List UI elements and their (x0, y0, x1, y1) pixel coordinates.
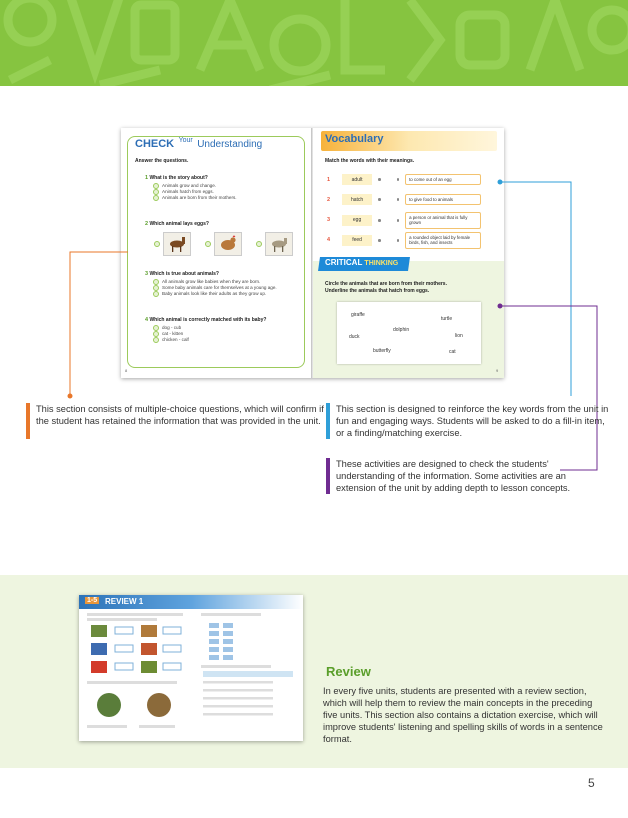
critical-thinking-label: CRITICAL THINKING (325, 258, 399, 267)
vocab-instruction: Match the words with their meanings. (325, 158, 415, 164)
review-title: Review (326, 664, 371, 679)
word-item[interactable]: dolphin (393, 327, 410, 333)
word-item[interactable]: duck (349, 334, 360, 340)
question-2: 2 Which animal lays eggs? (145, 221, 209, 227)
vocab-callout-bar (326, 403, 330, 439)
review-page-thumbnail (79, 595, 303, 741)
page-number: 5 (588, 776, 595, 790)
critical-connector-line (500, 306, 597, 470)
vocab-word: hatch (342, 194, 372, 205)
vocab-definition: a rounded object laid by female birds, fish, and insects (405, 232, 481, 249)
ct-instruction-2: Underline the animals that hatch from eggs. (325, 288, 430, 294)
review-header (79, 595, 303, 609)
question-3: 3 Which is true about animals? All animals grow like babies when they are born. Some baby animals care for themselves at a young age. Baby animals look like their adults as they grow up. (145, 271, 277, 296)
vocab-connector-line (500, 182, 571, 396)
title-check: CHECK (135, 138, 175, 150)
question-1: 1 What is the story about? Animals grow and change. Animals hatch from eggs. Animals are born from their mothers. (145, 175, 237, 200)
word-item[interactable]: lion (455, 333, 463, 339)
page-number-right: 9 (496, 368, 499, 373)
vocab-word: adult (342, 174, 372, 185)
vocab-definition: to give food to animals (405, 194, 481, 205)
vocab-callout-text: This section is designed to reinforce the key words from the unit in fun and engaging ways. Students will be asked to do a fill-in item, or a finding/matching exercise. (336, 404, 609, 438)
title-understanding: Understanding (197, 139, 263, 150)
check-callout-text: This section consists of multiple-choice questions, which will confirm if the student has retained the information that was provided in the unit. (36, 404, 324, 426)
vocab-row-4: 4 feed a rounded object laid by female birds, fish, and insects (327, 232, 481, 249)
check-instruction: Answer the questions. (135, 158, 189, 164)
review-thumb-title: REVIEW 1 (105, 597, 144, 606)
vocab-row-3: 3 egg a person or animal that is fully grown (327, 212, 481, 229)
check-connector-dot (68, 394, 73, 399)
review-exercises-illustration (79, 609, 303, 741)
vocab-word: egg (342, 215, 372, 226)
critical-callout-text: These activities are designed to check the students' understanding of the information. Some activities are an extension of the unit by adding depth to lesson concepts. (336, 459, 571, 493)
question-4: 4 Which animal is correctly matched with its baby? dog - cub cat - kitten chicken - calf (145, 317, 267, 342)
word-item[interactable]: giraffe (351, 312, 365, 318)
word-item[interactable]: butterfly (373, 348, 391, 354)
critical-callout-bar (326, 458, 330, 494)
vocab-title: Vocabulary (325, 133, 384, 145)
vocab-word: feed (342, 235, 372, 246)
vocab-definition: to come out of an egg (405, 174, 481, 185)
critical-connector-dot (498, 304, 503, 309)
word-item[interactable]: turtle (441, 316, 453, 322)
review-unit-badge: 1-5 (87, 597, 98, 604)
ct-instruction-1: Circle the animals that are born from their mothers. (325, 281, 447, 287)
vocab-definition: a person or animal that is fully grown (405, 212, 481, 229)
check-connector-line (70, 252, 128, 395)
word-item[interactable]: cat (449, 349, 456, 355)
vocab-row-1: 1 adult to come out of an egg (327, 174, 481, 185)
review-description: In every five units, students are presented with a review section, which will help them to review the main concepts in the preceding five units. This section also contains a dictation exercise, which will improve students' listening and spelling skills of words in a sentence format. (323, 686, 603, 744)
vocab-connector-dot (498, 180, 503, 185)
title-your: Your (178, 137, 193, 144)
vocab-row-2: 2 hatch to give food to animals (327, 194, 481, 205)
page-number-left: 8 (125, 368, 128, 373)
check-callout-bar (26, 403, 30, 439)
